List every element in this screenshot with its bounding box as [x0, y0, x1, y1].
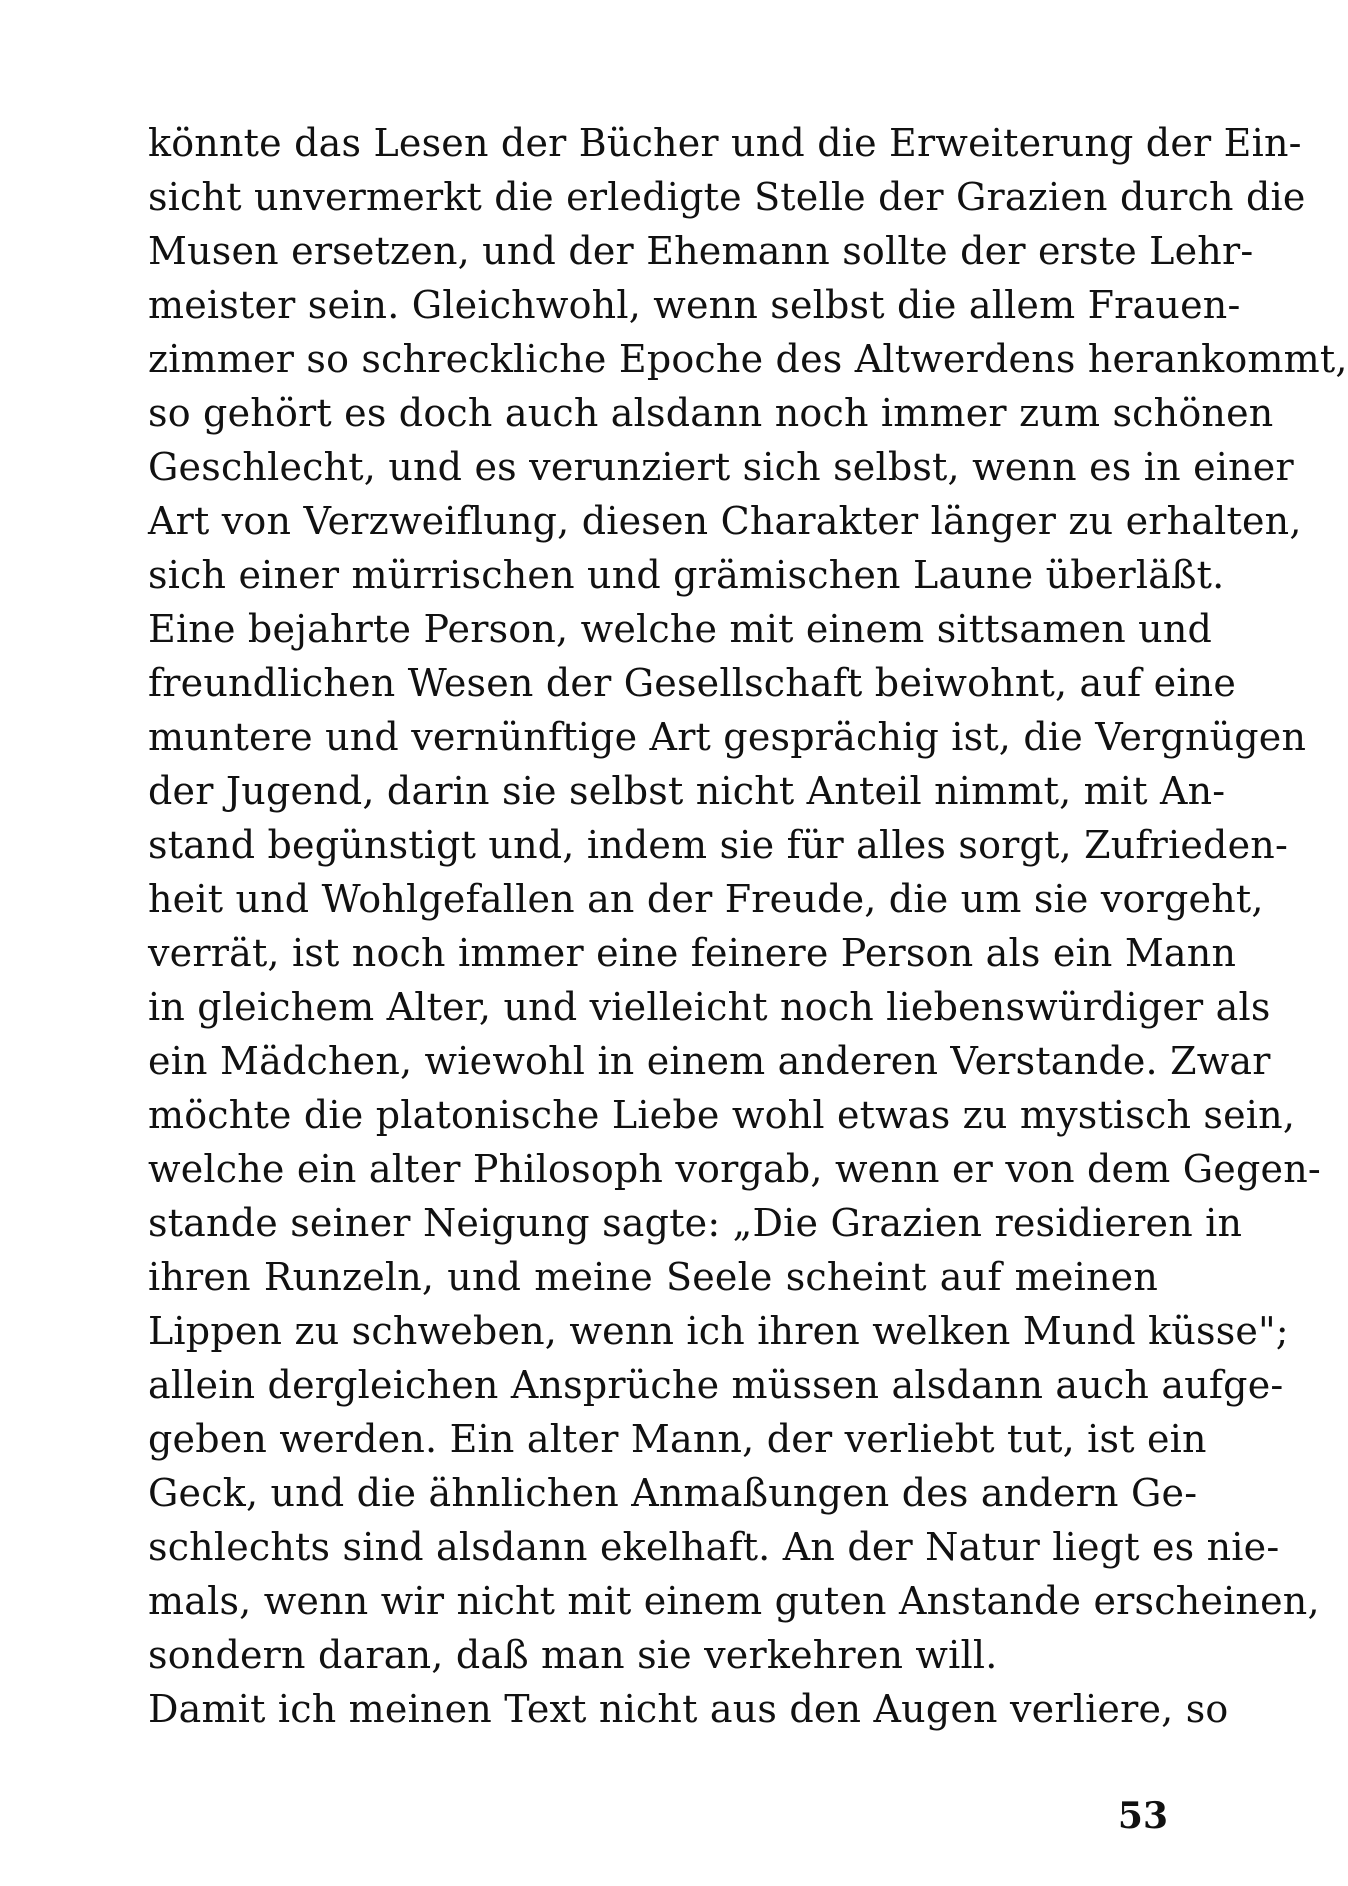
- text-line: in gleichem Alter, und vielleicht noch liebenswürdiger als: [148, 985, 1271, 1029]
- text-line: mals, wenn wir nicht mit einem guten Anstande erscheinen,: [148, 1579, 1320, 1623]
- text-line: Musen ersetzen, und der Ehemann sollte der erste Lehr-: [148, 229, 1254, 273]
- text-line: Art von Verzweiflung, diesen Charakter länger zu erhalten,: [148, 499, 1302, 543]
- text-line: Lippen zu schweben, wenn ich ihren welken Mund küsse";: [148, 1309, 1289, 1353]
- text-line: heit und Wohlgefallen an der Freude, die um sie vorgeht,: [148, 877, 1264, 921]
- paragraph-end-line: sondern daran, daß man sie verkehren will.: [148, 1633, 998, 1677]
- text-line: freundlichen Wesen der Gesellschaft beiwohnt, auf eine: [148, 661, 1237, 705]
- body-text: [148, 116, 1348, 1736]
- text-line: schlechts sind alsdann ekelhaft. An der Natur liegt es nie-: [148, 1525, 1280, 1569]
- text-line: allein dergleichen Ansprüche müssen alsdann auch aufge-: [148, 1363, 1284, 1407]
- text-line: Damit ich meinen Text nicht aus den Augen verliere, so: [148, 1687, 1229, 1731]
- text-line: muntere und vernünftige Art gesprächig ist, die Vergnügen: [148, 715, 1307, 759]
- text-line: welche ein alter Philosoph vorgab, wenn er von dem Gegen-: [148, 1147, 1321, 1191]
- text-line: der Jugend, darin sie selbst nicht Anteil nimmt, mit An-: [148, 769, 1226, 813]
- text-line: Eine bejahrte Person, welche mit einem sittsamen und: [148, 607, 1213, 651]
- text-line: Geschlecht, und es verunziert sich selbst, wenn es in einer: [148, 445, 1294, 489]
- text-line: stande seiner Neigung sagte: „Die Grazien residieren in: [148, 1201, 1243, 1245]
- text-line: zimmer so schreckliche Epoche des Altwerdens herankommt,: [148, 337, 1348, 381]
- text-line: Geck, und die ähnlichen Anmaßungen des andern Ge-: [148, 1471, 1198, 1515]
- text-line: könnte das Lesen der Bücher und die Erweiterung der Ein-: [148, 121, 1302, 165]
- text-line: verrät, ist noch immer eine feinere Person als ein Mann: [148, 931, 1237, 975]
- paragraph-end-line: sich einer mürrischen und grämischen Laune überläßt.: [148, 553, 1225, 597]
- text-line: ein Mädchen, wiewohl in einem anderen Verstande. Zwar: [148, 1039, 1271, 1083]
- text-line: möchte die platonische Liebe wohl etwas zu mystisch sein,: [148, 1093, 1296, 1137]
- text-line: ihren Runzeln, und meine Seele scheint auf meinen: [148, 1255, 1158, 1299]
- text-line: sicht unvermerkt die erledigte Stelle der Grazien durch die: [148, 175, 1306, 219]
- text-line: so gehört es doch auch alsdann noch immer zum schönen: [148, 391, 1274, 435]
- text-line: stand begünstigt und, indem sie für alles sorgt, Zufrieden-: [148, 823, 1288, 867]
- text-line: geben werden. Ein alter Mann, der verliebt tut, ist ein: [148, 1417, 1207, 1461]
- page-number: 53: [1117, 1795, 1168, 1837]
- text-line: meister sein. Gleichwohl, wenn selbst die allem Frauen-: [148, 283, 1241, 327]
